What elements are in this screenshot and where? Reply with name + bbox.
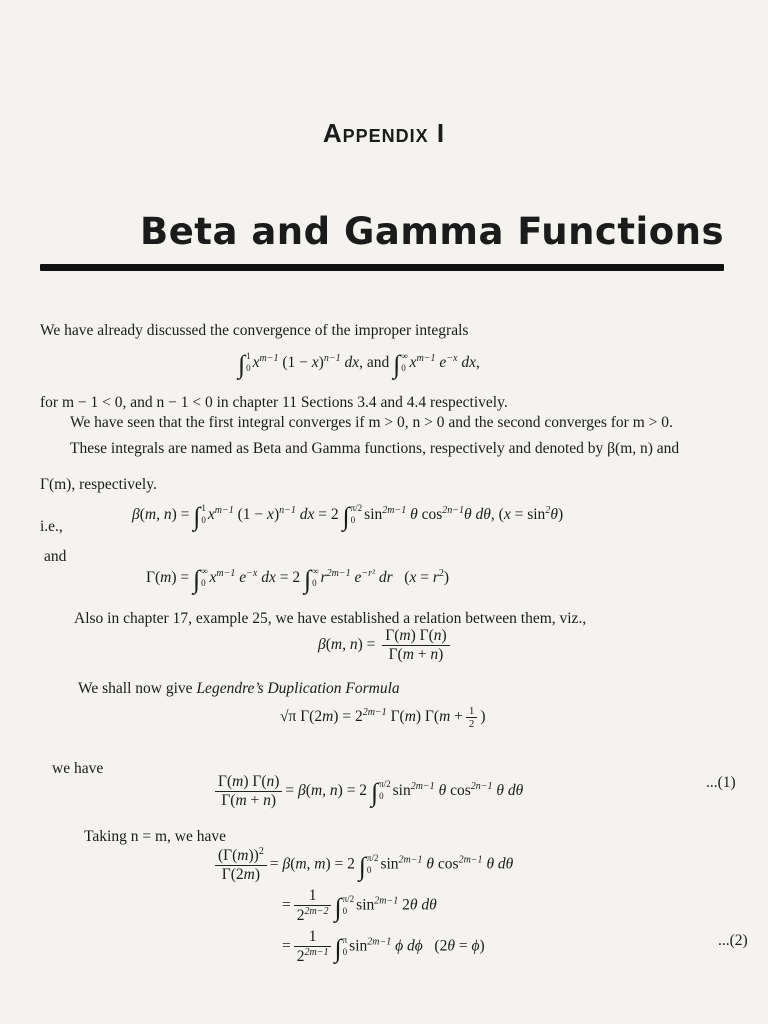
title-rule: [40, 264, 724, 271]
equation-beta-gamma-relation: β(m, n) = $\frac{\Gamma(m) \Gamma(n)}{\Gamma(m + n)}$: [318, 627, 453, 664]
appendix-heading: Appendix I: [322, 118, 446, 148]
equation-duplication-formula: √π $\Gamma(2m) = 2^{2m-1}$ Γ(m) Γ(m + $\frac{1}{2}$ ): [280, 705, 486, 730]
equation-beta-definition: β(m, n) = ∫1 0 $x^{m-1}$ $(1 - x)^{n-1}$ dx = 2 ∫π/2 0 $\sin^{2m-1} \theta$ $\cos^{2n-1}\theta$ dθ, $(x = \sin^2\theta)$: [132, 502, 564, 531]
paragraph-taking: Taking n = m, we have: [84, 828, 226, 845]
chapter-title: Beta and Gamma Functions: [140, 210, 725, 253]
paragraph-6: Also in chapter 17, example 25, we have established a relation between them, viz.,: [74, 610, 587, 627]
equation-2-line-3: = $\frac{1}{2^{2m-1}}$ ∫π 0 $\sin^{2m-1} \phi$ dϕ (2θ = ϕ): [282, 928, 485, 966]
legendre-formula-name: Legendre’s Duplication Formula: [196, 680, 400, 697]
label-and: and: [44, 548, 67, 565]
paragraph-3: We have seen that the first integral converges if m > 0, n > 0 and the second converges for m > 0.: [70, 414, 673, 431]
equation-1: $\frac{\Gamma(m) \Gamma(n)}{\Gamma(m + n)}$ = β(m, n) = 2 ∫π/2 0 $\sin^{2m-1} \theta$ $\cos^{2n-1} \theta$ dθ: [212, 773, 523, 810]
paragraph-2: for m − 1 < 0, and n − 1 < 0 in chapter 11 Sections 3.4 and 4.4 respectively.: [40, 394, 508, 411]
label-we-have: we have: [52, 760, 104, 777]
equation-2-line-1: $\frac{(\Gamma(m))^2}{\Gamma(2m)}$ = β(m, m) = 2 ∫π/2 0 $\sin^{2m-1} \theta$ $\cos^{2m-1} \theta$ dθ: [212, 846, 513, 884]
label-ie: i.e.,: [40, 518, 63, 535]
equation-integrals: ∫1 0 $x^{m-1}$ $(1 - x)^{n-1}$ dx, and ∫∞ 0 $x^{m-1}$ $e^{-x}$ dx,: [238, 350, 480, 379]
paragraph-7-prefix: We shall now give: [78, 680, 197, 697]
equation-gamma-definition: Γ(m) = ∫∞ 0 $x^{m-1}$ $e^{-x}$ dx = 2 ∫∞ 0 $r^{2m-1}$ $e^{-r^2}$ dr $(x = r^2)$: [146, 565, 450, 594]
equation-number-1: ...(1): [706, 774, 736, 791]
paragraph-1: We have already discussed the convergence of the improper integrals: [40, 322, 469, 339]
paragraph-4: These integrals are named as Beta and Gamma functions, respectively and denoted by β(m, n) and: [70, 440, 680, 457]
equation-number-2: ...(2): [718, 932, 748, 949]
paragraph-5: Γ(m), respectively.: [40, 476, 157, 493]
equation-2-line-2: = $\frac{1}{2^{2m-2}}$ ∫π/2 0 $\sin^{2m-1} 2\theta$ dθ: [282, 887, 437, 925]
paragraph-7: [78, 680, 400, 698]
